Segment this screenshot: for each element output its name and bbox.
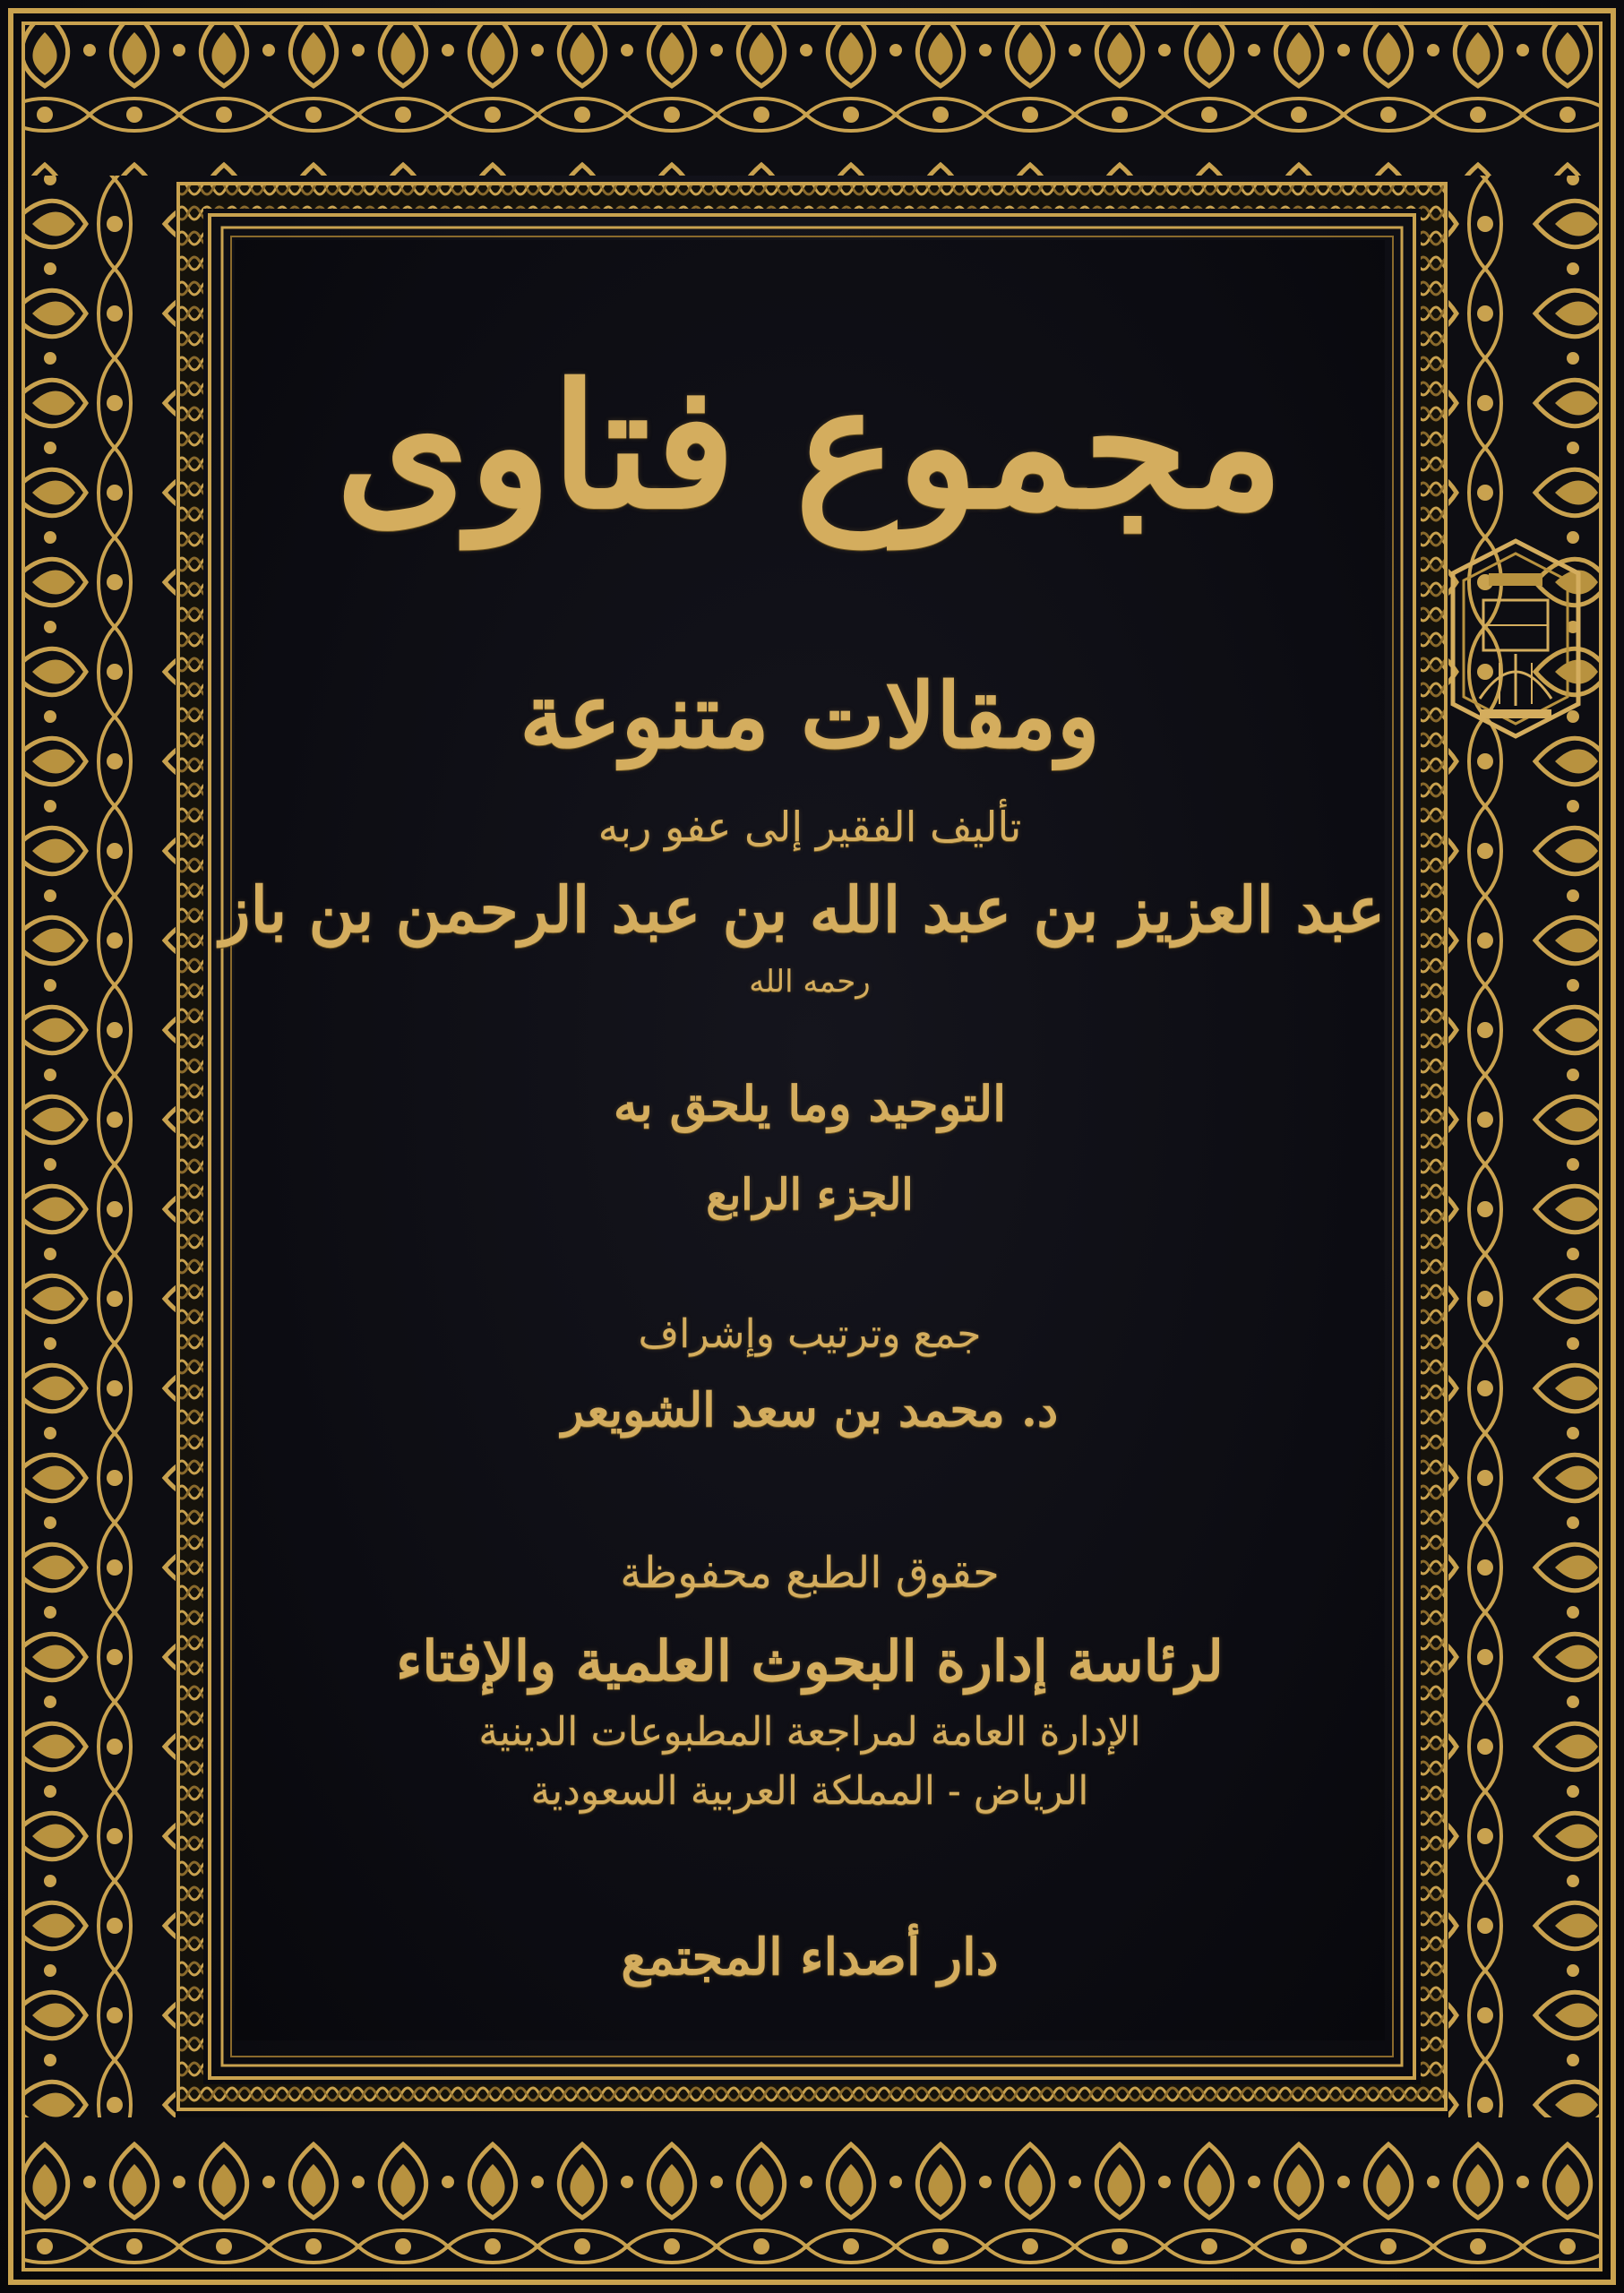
press-name: دار أصداء المجتمع	[621, 1928, 999, 1987]
book-subtitle: ومقالات متنوعة	[520, 663, 1100, 769]
by-line: تأليف الفقير إلى عفو ربه	[597, 803, 1022, 851]
publisher-org: لرئاسة إدارة البحوث العلمية والإفتاء	[396, 1628, 1224, 1694]
cover-panel	[219, 240, 1385, 2040]
volume-number: الجزء الرابع	[706, 1170, 914, 1220]
publisher-department: الإدارة العامة لمراجعة المطبوعات الدينية	[478, 1709, 1141, 1755]
compiled-label: جمع وترتيب وإشراف	[638, 1311, 982, 1357]
seal-emblem-icon	[1444, 537, 1587, 740]
publisher-location: الرياض - المملكة العربية السعودية	[530, 1768, 1089, 1814]
author-name: عبد العزيز بن عبد الله بن عبد الرحمن بن باز	[219, 872, 1385, 947]
book-title: مجموع فتاوى	[335, 347, 1285, 546]
rights-notice: حقوق الطبع محفوظة	[620, 1548, 1000, 1598]
honorific: رحمه الله	[749, 964, 871, 1000]
compiler-name: د. محمد بن سعد الشويعر	[561, 1383, 1059, 1438]
volume-topic: التوحيد وما يلحق به	[613, 1075, 1007, 1132]
